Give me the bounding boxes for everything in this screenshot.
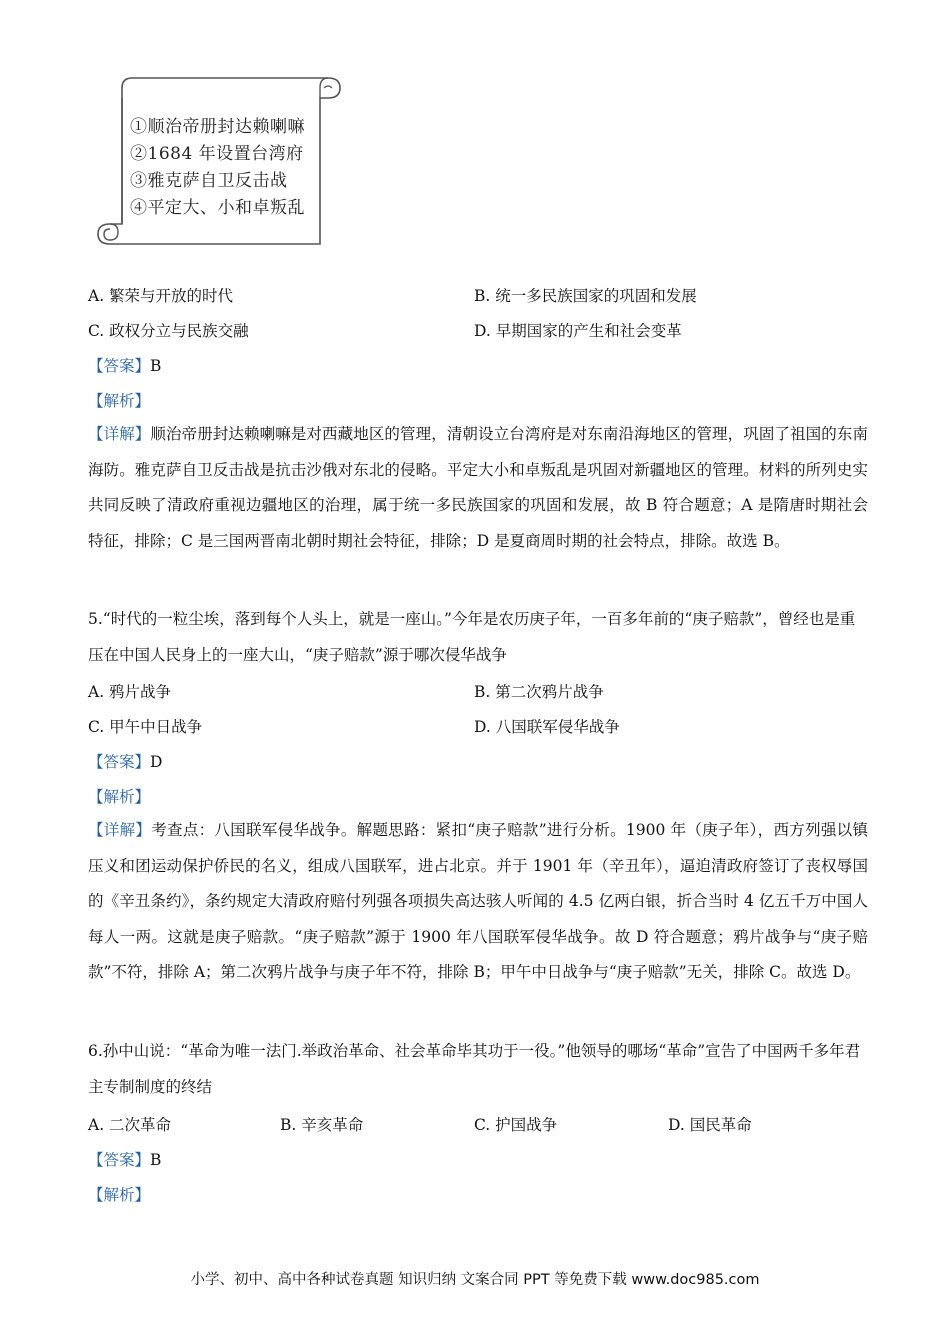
q4-answer xyxy=(88,354,161,376)
analysis-tag: 【解析】 xyxy=(88,788,151,806)
scroll-item: ③雅克萨自卫反击战 xyxy=(130,171,288,191)
analysis-tag: 【解析】 xyxy=(88,1186,151,1204)
q6-analysis xyxy=(88,1183,150,1205)
q6-option-a: A. 二次革命 xyxy=(88,1116,172,1134)
q4-option-b: B. 统一多民族国家的巩固和发展 xyxy=(474,287,697,305)
scroll-item: ④平定大、小和卓叛乱 xyxy=(130,198,305,218)
q6-option-b: B. 辛亥革命 xyxy=(280,1116,364,1134)
q6-option-d: D. 国民革命 xyxy=(668,1116,752,1134)
q5-option-d: D. 八国联军侵华战争 xyxy=(474,718,620,736)
detail-text: 考查点：八国联军侵华战争。解题思路：紧扣“庚子赔款”进行分析。1900 年（庚子年），西方列强以镇压义和团运动保护侨民的名义，组成八国联军，进占北京。并于 1901 年（辛丑年），逼迫清政府签订了丧权辱国的《辛丑条约》，条约规定大清政府赔付列强各项损失高达骇人听闻的 4.5 亿两白银，折合当时 4 亿五千万中国人每人一两。这就是庚子赔款。“庚子赔款”源于 1900 年八国联军侵华战争。故 D 符合题意；鸦片战争与“庚子赔款”不符，排除 A；第二次鸦片战争与庚子年不符，排除 B；甲午中日战争与“庚子赔款”无关，排除 C。故选 D。 xyxy=(88,821,868,981)
q4-option-d: D. 早期国家的产生和社会变革 xyxy=(474,322,682,340)
scroll-text xyxy=(130,114,335,222)
answer-value: B xyxy=(150,1151,162,1169)
q5-detail xyxy=(88,813,868,991)
answer-tag: 【答案】 xyxy=(88,753,151,771)
detail-tag: 【详解】 xyxy=(88,821,152,839)
scroll-illustration xyxy=(92,76,347,254)
q5-stem: 5.“时代的一粒尘埃，落到每个人头上，就是一座山。”今年是农历庚子年，一百多年前的“庚子赔款”，曾经也是重压在中国人民身上的一座大山，“庚子赔款”源于哪次侵华战争 xyxy=(88,610,856,664)
q6-answer xyxy=(88,1148,161,1170)
q5-option-b: B. 第二次鸦片战争 xyxy=(474,683,604,701)
answer-tag: 【答案】 xyxy=(88,357,151,375)
q6-stem: 6.孙中山说：“革命为唯一法门.举政治革命、社会革命毕其功于一役。”他领导的哪场“革命”宣告了中国两千多年君主专制制度的终结 xyxy=(88,1042,861,1096)
q6-option-c: C. 护国战争 xyxy=(474,1116,558,1134)
scroll-item: ②1684 年设置台湾府 xyxy=(130,144,304,164)
q4-option-a: A. 繁荣与开放的时代 xyxy=(88,287,234,305)
answer-value: D xyxy=(150,753,163,771)
q5-option-c: C. 甲午中日战争 xyxy=(88,718,203,736)
detail-tag: 【详解】 xyxy=(88,425,151,443)
q5-answer xyxy=(88,750,162,772)
q5-analysis xyxy=(88,785,150,807)
analysis-tag: 【解析】 xyxy=(88,392,151,410)
answer-tag: 【答案】 xyxy=(88,1151,151,1169)
scroll-item: ①顺治帝册封达赖喇嘛 xyxy=(130,117,305,137)
q4-option-c: C. 政权分立与民族交融 xyxy=(88,322,249,340)
detail-text: 顺治帝册封达赖喇嘛是对西藏地区的管理，清朝设立台湾府是对东南沿海地区的管理，巩固了祖国的东南海防。雅克萨自卫反击战是抗击沙俄对东北的侵略。平定大小和卓叛乱是巩固对新疆地区的管理。材料的所列史实共同反映了清政府重视边疆地区的治理，属于统一多民族国家的巩固和发展，故 B 符合题意；A 是隋唐时期社会特征，排除；C 是三国两晋南北朝时期社会特征，排除；D 是夏商周时期的社会特点，排除。故选 B。 xyxy=(88,425,868,550)
q4-detail xyxy=(88,417,868,559)
q4-analysis xyxy=(88,389,150,411)
answer-value: B xyxy=(150,357,162,375)
page-footer: 小学、初中、高中各种试卷真题 知识归纳 文案合同 PPT 等免费下载 www.doc985.com xyxy=(190,1272,760,1288)
q5-option-a: A. 鸦片战争 xyxy=(88,683,172,701)
